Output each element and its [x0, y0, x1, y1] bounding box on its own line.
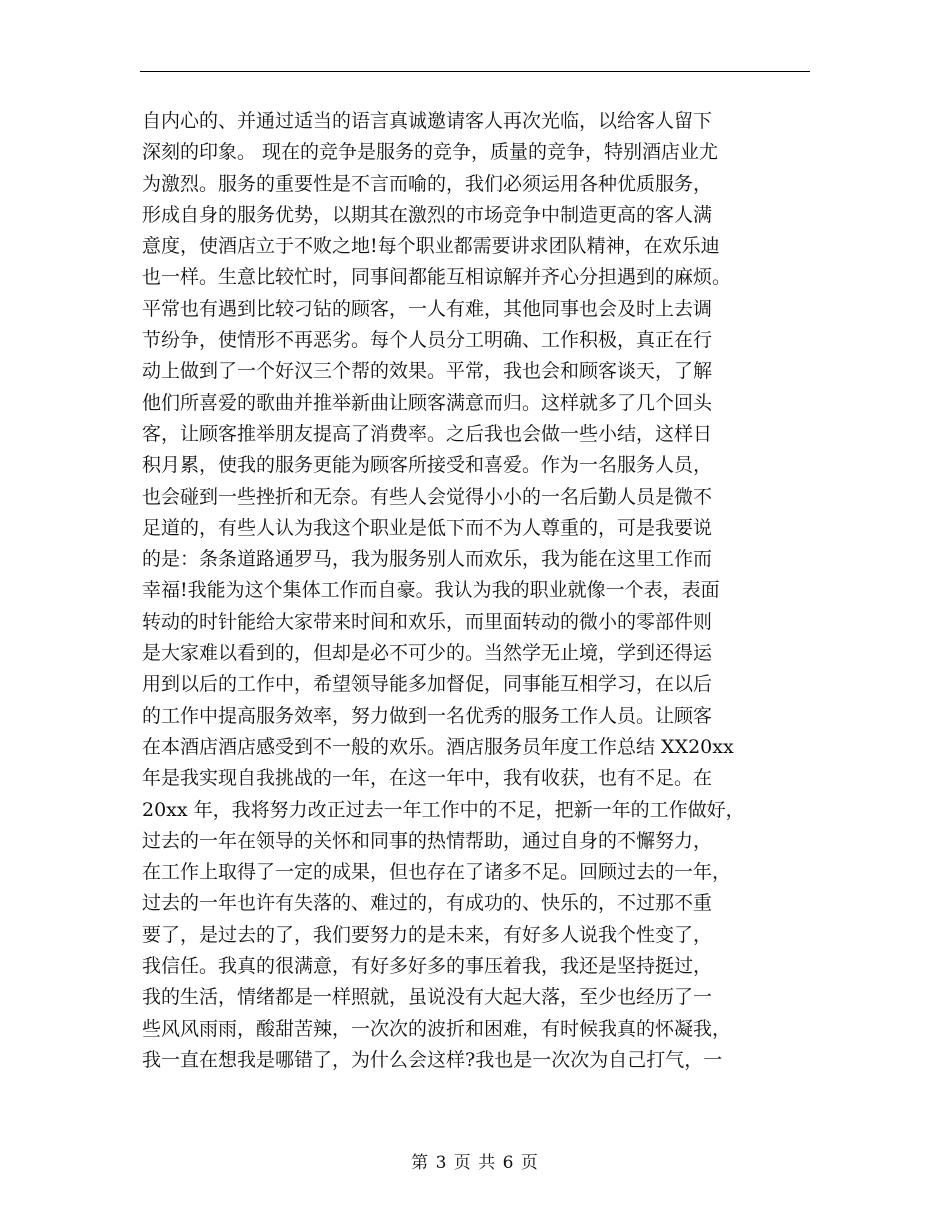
body-line: 幸福!我能为这个集体工作而自豪。我认为我的职业就像一个表，表面	[142, 579, 720, 602]
body-line: 也会碰到一些挫折和无奈。有些人会觉得小小的一名后勤人员是微不	[142, 485, 713, 508]
body-line: 意度，使酒店立于不败之地!每个职业都需要讲求团队精神，在欢乐迪	[142, 235, 720, 258]
body-line: 些风风雨雨，酸甜苦辣，一次次的波折和困难，有时候我真的怀凝我，	[142, 1017, 732, 1040]
body-line: 我的生活，情绪都是一样照就，虽说没有大起大落，至少也经历了一	[142, 986, 713, 1009]
header-rule	[140, 71, 810, 72]
body-line: 的是：条条道路通罗马，我为服务别人而欢乐，我为能在这里工作而	[142, 548, 713, 571]
body-line: 节纷争，使情形不再恶劣。每个人员分工明确、工作积极，真正在行	[142, 329, 713, 352]
body-line: 是大家难以看到的，但却是必不可少的。当然学无止境，学到还得运	[142, 642, 713, 665]
body-line: 形成自身的服务优势，以期其在激烈的市场竞争中制造更高的客人满	[142, 203, 713, 226]
body-line: 他们所喜爱的歌曲并推举新曲让顾客满意而归。这样就多了几个回头	[142, 391, 713, 414]
body-line: 过去的一年在领导的关怀和同事的热情帮助，通过自身的不懈努力，	[142, 829, 713, 852]
body-line: 过去的一年也许有失落的、难过的，有成功的、快乐的，不过那不重	[142, 892, 713, 915]
body-line: 在本酒店酒店感受到不一般的欢乐。酒店服务员年度工作总结 XX20xx	[142, 735, 734, 758]
body-line: 年是我实现自我挑战的一年，在这一年中，我有收获，也有不足。在	[142, 767, 713, 790]
body-line: 用到以后的工作中，希望领导能多加督促，同事能互相学习，在以后	[142, 673, 713, 696]
body-line: 自内心的、并通过适当的语言真诚邀请客人再次光临，以给客人留下	[142, 110, 713, 132]
body-line: 我信任。我真的很满意，有好多好多的事压着我，我还是坚持挺过，	[142, 955, 713, 978]
body-line: 的工作中提高服务效率，努力做到一名优秀的服务工作人员。让顾客	[142, 704, 713, 727]
body-line: 在工作上取得了一定的成果，但也存在了诸多不足。回顾过去的一年，	[142, 861, 732, 884]
body-line: 20xx 年，我将努力改正过去一年工作中的不足，把新一年的工作做好，	[142, 798, 745, 821]
body-line: 深刻的印象。 现在的竞争是服务的竞争，质量的竞争，特别酒店业尤	[142, 141, 719, 164]
body-line: 足道的，有些人认为我这个职业是低下而不为人尊重的，可是我要说	[142, 516, 713, 539]
body-line: 也一样。生意比较忙时，同事间都能互相谅解并齐心分担遇到的麻烦。	[142, 266, 732, 289]
body-line: 客，让顾客推举朋友提高了消费率。之后我也会做一些小结，这样日	[142, 422, 713, 445]
body-line: 我一直在想我是哪错了，为什么会这样?我也是一次次为自己打气，一	[142, 1048, 723, 1071]
page-number-footer: 第 3 页 共 6 页	[411, 1153, 539, 1173]
body-line: 平常也有遇到比较刁钻的顾客，一人有难，其他同事也会及时上去调	[142, 297, 713, 320]
body-line: 积月累，使我的服务更能为顾客所接受和喜爱。作为一名服务人员，	[142, 454, 713, 477]
body-line: 要了，是过去的了，我们要努力的是未来，有好多人说我个性变了，	[142, 923, 713, 946]
document-body	[142, 106, 812, 1076]
body-line: 转动的时针能给大家带来时间和欢乐，而里面转动的微小的零部件则	[142, 610, 713, 633]
body-line: 为激烈。服务的重要性是不言而喻的，我们必须运用各种优质服务，	[142, 172, 713, 195]
body-line: 动上做到了一个好汉三个帮的效果。平常，我也会和顾客谈天，了解	[142, 360, 713, 383]
